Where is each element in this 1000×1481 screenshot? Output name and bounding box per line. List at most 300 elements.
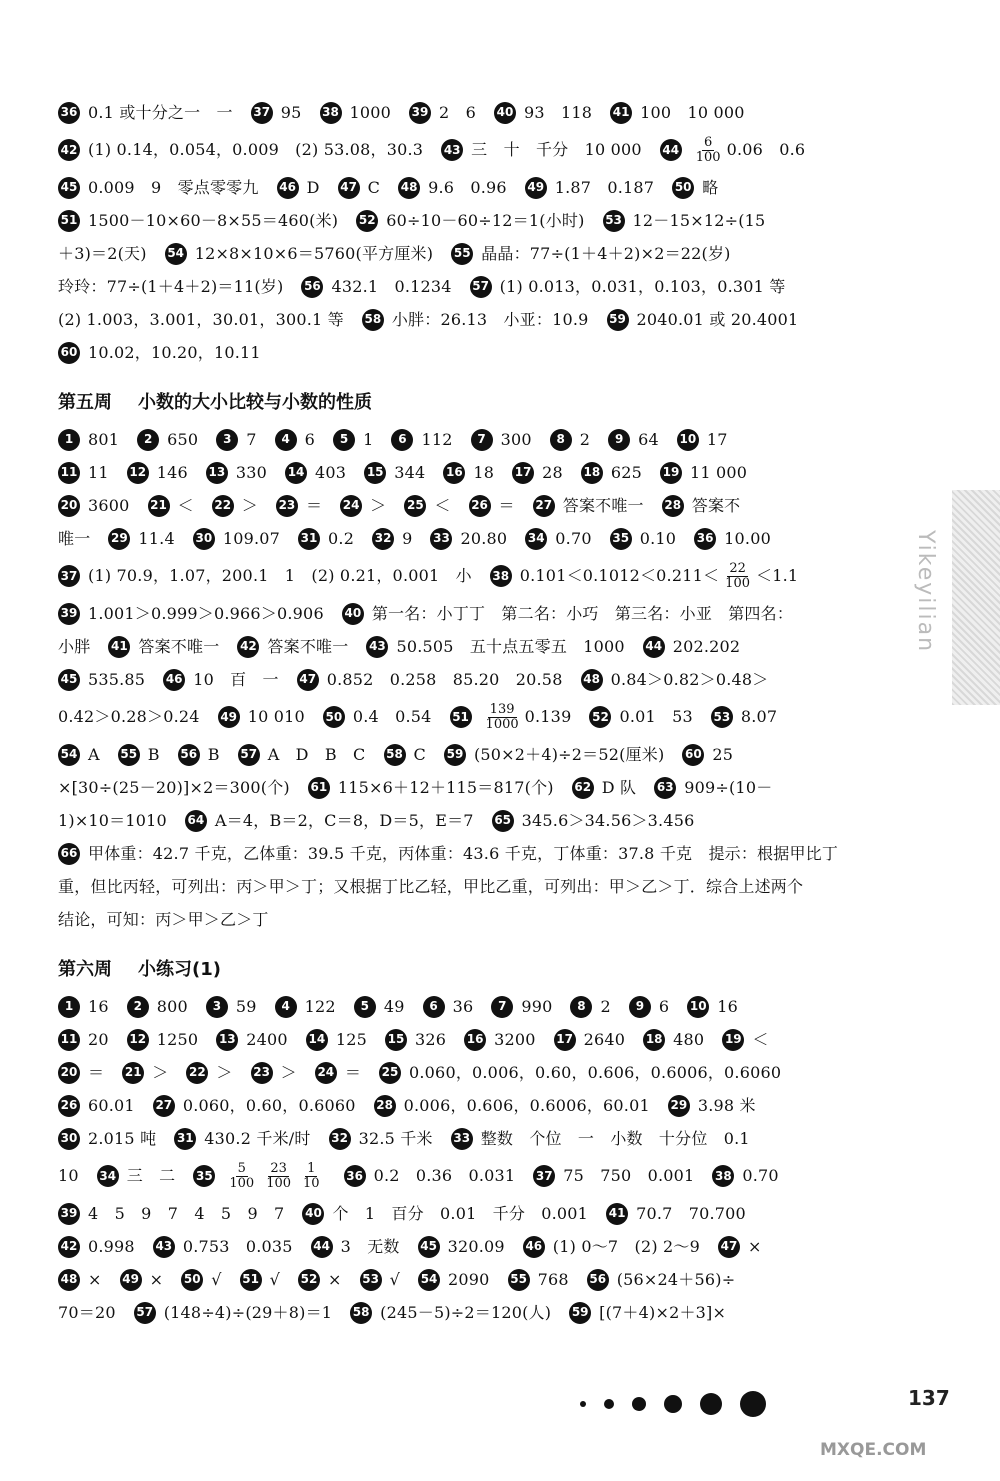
answer-item [297, 663, 563, 696]
question-number-badge: 4 [275, 996, 297, 1018]
answer-text: 0.1 或十分之一 一 [88, 103, 233, 122]
answer-item [660, 456, 747, 489]
question-number-badge: 36 [344, 1165, 366, 1187]
answer-item [58, 663, 145, 696]
question-number-badge: 11 [58, 1029, 80, 1051]
question-number-badge: 11 [58, 462, 80, 484]
question-number-badge: 8 [550, 429, 572, 451]
question-number-badge: 13 [206, 462, 228, 484]
question-number-badge: 6 [391, 429, 413, 451]
answer-item [608, 423, 659, 456]
answer-text: 小胖 [58, 637, 91, 656]
answer-item [276, 489, 322, 522]
question-number-badge: 1 [58, 429, 80, 451]
question-number-badge: 40 [302, 1203, 324, 1225]
answer-item [391, 423, 452, 456]
answer-text: 三 十 千分 10 000 [471, 140, 642, 159]
answer-text: 60.01 [88, 1096, 135, 1115]
question-number-badge: 18 [643, 1029, 665, 1051]
answer-item [240, 1263, 280, 1296]
question-number-badge: 28 [662, 495, 684, 517]
question-number-badge: 22 [186, 1062, 208, 1084]
question-number-badge: 54 [58, 744, 80, 766]
answer-text: ＜ [434, 496, 451, 515]
answer-item [606, 1197, 746, 1230]
answer-item [153, 1089, 356, 1122]
question-number-badge: 13 [216, 1029, 238, 1051]
answer-item [218, 696, 305, 738]
answer-item [643, 630, 741, 663]
answer-item [306, 1023, 367, 1056]
question-number-badge: 53 [711, 706, 733, 728]
answer-text: 18 [473, 463, 495, 482]
question-number-badge: 12 [127, 1029, 149, 1051]
answer-line [58, 129, 898, 171]
answer-item [610, 522, 676, 555]
question-number-badge: 18 [581, 462, 603, 484]
answer-text: 甲体重：42.7 千克，乙体重：39.5 千克，丙体重：43.6 千克，丁体重：37.8 千克 提示：根据甲比丁 [88, 844, 839, 863]
answer-item [237, 630, 348, 663]
answer-item [186, 1056, 232, 1089]
answer-text: 1000 [349, 103, 392, 122]
answer-text: 49 [383, 997, 405, 1016]
answer-item [494, 96, 592, 129]
question-number-badge: 41 [606, 1203, 628, 1225]
answer-text: 答案不唯一 [267, 637, 349, 656]
answer-text: (1) 0～7 (2) 2～9 [552, 1237, 701, 1256]
answer-text: 8.07 [740, 707, 778, 726]
question-number-badge: 60 [58, 342, 80, 364]
answer-line [58, 630, 898, 663]
answer-text: 20.80 [460, 529, 508, 548]
fraction-denominator: 100 [725, 575, 750, 591]
answer-item [711, 696, 777, 738]
answer-item [508, 1263, 569, 1296]
question-number-badge: 59 [569, 1302, 591, 1324]
question-number-badge: 9 [608, 429, 630, 451]
answer-item [364, 456, 425, 489]
answer-item [58, 990, 109, 1023]
answer-line [58, 597, 898, 630]
answer-text: D [306, 178, 320, 197]
answer-text: 344 [394, 463, 426, 482]
answer-text: 2040.01 或 20.4001 [636, 310, 799, 329]
answer-text: 59 [235, 997, 257, 1016]
answer-text: 70.7 70.700 [636, 1204, 746, 1223]
answer-text: 0.70 [742, 1166, 779, 1185]
answer-text: 0.4 0.54 [352, 707, 432, 726]
answer-item [58, 270, 283, 303]
answer-text: 唯一 [58, 529, 91, 548]
answer-item [58, 1056, 104, 1089]
answer-text: ＝ [88, 1063, 105, 1082]
answer-item [108, 630, 219, 663]
question-number-badge: 33 [451, 1128, 473, 1150]
answer-item [193, 522, 280, 555]
answer-text: 11 000 [690, 463, 748, 482]
answer-item [444, 738, 664, 771]
question-number-badge: 33 [430, 528, 452, 550]
answer-item [672, 171, 718, 204]
answer-text: 32.5 千米 [358, 1129, 433, 1148]
answer-text: 11 [88, 463, 109, 482]
answer-item [97, 1155, 176, 1197]
answer-item [58, 456, 109, 489]
answer-item [423, 990, 474, 1023]
answer-text: 0.2 0.36 0.031 [373, 1166, 516, 1185]
answer-text: 1 [363, 430, 374, 449]
question-number-badge: 3 [206, 996, 228, 1018]
answer-item [120, 1263, 164, 1296]
question-number-badge: 66 [58, 843, 80, 865]
fraction-denominator: 1000 [485, 716, 519, 732]
answer-item [441, 129, 642, 171]
answer-item [404, 489, 450, 522]
question-number-badge: 41 [108, 636, 130, 658]
question-number-badge: 54 [418, 1269, 440, 1291]
question-number-badge: 16 [464, 1029, 486, 1051]
answer-text: 202.202 [672, 637, 741, 656]
answer-item [660, 129, 806, 171]
answer-text: 0.06 0.6 [726, 140, 806, 159]
question-number-badge: 2 [127, 996, 149, 1018]
question-number-badge: 52 [298, 1269, 320, 1291]
answer-item [687, 990, 738, 1023]
answer-text: ＜ [177, 496, 194, 515]
answer-text: 玲玲：77÷(1＋4＋2)＝11(岁) [58, 277, 284, 296]
answer-text: A D B C [267, 745, 366, 764]
answer-text: 3200 [494, 1030, 536, 1049]
question-number-badge: 1 [58, 996, 80, 1018]
answer-item [298, 522, 354, 555]
side-label: Yikeyilian [913, 530, 938, 654]
question-number-badge: 44 [660, 139, 682, 161]
answer-line [58, 423, 898, 456]
answer-text: 1.001＞0.999＞0.966＞0.906 [88, 604, 324, 623]
answer-line [58, 990, 898, 1023]
answer-item [58, 630, 90, 663]
answer-item [344, 1155, 516, 1197]
answer-text: 801 [88, 430, 120, 449]
answer-item [677, 423, 728, 456]
answer-line [58, 738, 898, 771]
question-number-badge: 27 [153, 1095, 175, 1117]
answer-item [137, 423, 198, 456]
answer-text: ＝ [305, 496, 323, 515]
answer-item [340, 489, 386, 522]
question-number-badge: 38 [490, 565, 512, 587]
question-number-badge: 55 [118, 744, 140, 766]
question-number-badge: 32 [372, 528, 394, 550]
section-title-week6 [58, 950, 898, 990]
page-dots-decoration [580, 1384, 784, 1424]
answer-item [356, 204, 584, 237]
answer-text: (2) 1.003，3.001，30.01，300.1 等 [58, 310, 344, 329]
question-number-badge: 46 [523, 1236, 545, 1258]
answer-text: B [207, 745, 220, 764]
answer-item [58, 1155, 79, 1197]
question-number-badge: 56 [587, 1269, 609, 1291]
question-number-badge: 42 [237, 636, 259, 658]
page-number: 137 [908, 1386, 950, 1410]
answer-item [374, 1089, 650, 1122]
question-number-badge: 7 [491, 996, 513, 1018]
answer-item [533, 1155, 694, 1197]
question-number-badge: 49 [525, 177, 547, 199]
question-number-badge: 42 [58, 139, 80, 161]
question-number-badge: 3 [216, 429, 238, 451]
answer-item [127, 990, 188, 1023]
answer-item [122, 1056, 168, 1089]
answer-text: × [328, 1270, 342, 1289]
section-title-week5 [58, 383, 898, 423]
question-number-badge: 5 [354, 996, 376, 1018]
answer-text: ＞ [241, 496, 258, 515]
answer-item [384, 738, 426, 771]
answer-text: 345.6＞34.56＞3.456 [521, 811, 695, 830]
question-number-badge: 45 [418, 1236, 440, 1258]
answer-item [163, 663, 279, 696]
question-number-badge: 17 [512, 462, 534, 484]
answer-text: 略 [702, 178, 719, 197]
section-week4-answers [58, 96, 898, 369]
answer-item [58, 738, 100, 771]
question-number-badge: 29 [108, 528, 130, 550]
answer-text: 2090 [448, 1270, 490, 1289]
answer-text: C [413, 745, 426, 764]
answer-text: A＝4，B＝2，C＝8，D＝5，E＝7 [214, 811, 474, 830]
answer-text: 64 [638, 430, 659, 449]
question-number-badge: 21 [122, 1062, 144, 1084]
answer-item [148, 489, 194, 522]
answer-text: 403 [315, 463, 347, 482]
answer-text: (1) 70.9，1.07，200.1 1 (2) 0.21，0.001 小 [88, 566, 472, 585]
answer-item [285, 456, 346, 489]
answer-text: 0.01 53 [619, 707, 693, 726]
answer-item [712, 1155, 778, 1197]
answer-line [58, 837, 898, 870]
answer-item [443, 456, 494, 489]
answer-text: 0.2 [328, 529, 355, 548]
answer-line [58, 522, 898, 555]
question-number-badge: 27 [533, 495, 555, 517]
question-number-badge: 29 [668, 1095, 690, 1117]
question-number-badge: 57 [238, 744, 260, 766]
answer-text: A [88, 745, 100, 764]
question-number-badge: 59 [607, 309, 629, 331]
answer-item [58, 1089, 135, 1122]
question-number-badge: 26 [469, 495, 491, 517]
answer-item [301, 270, 451, 303]
answer-item [469, 489, 515, 522]
fraction-numerator: 5 [237, 1160, 246, 1176]
answer-item [320, 96, 392, 129]
question-number-badge: 55 [508, 1269, 530, 1291]
answer-item [338, 171, 380, 204]
fraction [264, 1162, 293, 1191]
answer-text: 0.10 [639, 529, 677, 548]
answer-item [127, 1023, 199, 1056]
question-number-badge: 48 [58, 1269, 80, 1291]
answer-text: ＞ [152, 1063, 169, 1082]
answer-text: 2 6 [439, 103, 476, 122]
answer-item [58, 804, 167, 837]
answer-text: 800 [156, 997, 188, 1016]
question-number-badge: 37 [251, 102, 273, 124]
question-number-badge: 14 [285, 462, 307, 484]
answer-text: 2 [600, 997, 611, 1016]
question-number-badge: 12 [127, 462, 149, 484]
answer-line [58, 336, 898, 369]
question-number-badge: 37 [58, 565, 80, 587]
answer-line [58, 237, 898, 270]
question-number-badge: 40 [342, 603, 364, 625]
answer-line [58, 663, 898, 696]
section-topic-label: 小练习(1) [138, 959, 221, 980]
question-number-badge: 44 [311, 1236, 333, 1258]
answer-text: 0.84＞0.82＞0.48＞ [610, 670, 769, 689]
answer-item [58, 1263, 102, 1296]
answer-line [58, 456, 898, 489]
answer-line [58, 870, 898, 903]
answer-item [298, 1263, 342, 1296]
side-stripe-decoration [952, 490, 1000, 705]
answer-text: 990 [521, 997, 553, 1016]
question-number-badge: 38 [712, 1165, 734, 1187]
answer-text: 100 10 000 [640, 103, 745, 122]
answer-item [58, 1296, 116, 1329]
answer-text: 10 [58, 1166, 79, 1185]
answer-text: 0.009 9 零点零零九 [88, 178, 259, 197]
question-number-badge: 57 [134, 1302, 156, 1324]
answer-item [354, 990, 405, 1023]
watermark: MXQE.COM [820, 1440, 927, 1460]
answer-item [379, 1056, 781, 1089]
question-number-badge: 60 [682, 744, 704, 766]
answer-text: 0.139 [524, 707, 572, 726]
question-number-badge: 6 [423, 996, 445, 1018]
answer-text: 6 [658, 997, 670, 1016]
answer-item [629, 990, 669, 1023]
answer-item [342, 597, 793, 630]
answer-text: (50×2＋4)÷2＝52(厘米) [473, 745, 665, 764]
answer-item [185, 804, 474, 837]
question-number-badge: 31 [174, 1128, 196, 1150]
answer-text: 330 [235, 463, 268, 482]
answer-line [58, 270, 898, 303]
answer-line [58, 96, 898, 129]
fraction [484, 703, 521, 732]
answer-item [178, 738, 220, 771]
question-number-badge: 35 [610, 528, 632, 550]
question-number-badge: 21 [148, 495, 170, 517]
fraction [301, 1162, 322, 1191]
answer-item [238, 738, 366, 771]
question-number-badge: 19 [660, 462, 682, 484]
answer-text: (245－5)÷2＝120(人) [380, 1303, 552, 1322]
decorative-dot [580, 1401, 586, 1407]
answer-item [523, 1230, 700, 1263]
question-number-badge: 17 [554, 1029, 576, 1051]
question-number-badge: 22 [212, 495, 234, 517]
answer-item [654, 771, 772, 804]
question-number-badge: 30 [58, 1128, 80, 1150]
answer-item [302, 1197, 588, 1230]
answer-line [58, 1197, 898, 1230]
answer-item [58, 837, 838, 870]
question-number-badge: 56 [301, 276, 323, 298]
answer-text: 625 [610, 463, 642, 482]
fraction-denominator: 10 [303, 1175, 320, 1191]
answer-item [58, 423, 119, 456]
question-number-badge: 5 [333, 429, 355, 451]
answer-item [134, 1296, 332, 1329]
answer-text: 晶晶：77÷(1＋4＋2)×2＝22(岁) [481, 244, 731, 263]
answer-line [58, 204, 898, 237]
answer-item [58, 1122, 156, 1155]
fraction-numerator: 1 [307, 1160, 316, 1176]
answer-line [58, 489, 898, 522]
answer-text: 个 1 百分 0.01 千分 0.001 [332, 1204, 589, 1223]
answer-text: 0.42＞0.28＞0.24 [58, 707, 200, 726]
answer-text: 4 5 9 7 4 5 9 7 [88, 1204, 285, 1223]
answer-item [193, 1162, 325, 1191]
answer-text: 768 [537, 1270, 569, 1289]
question-number-badge: 39 [58, 1203, 80, 1225]
answer-text: 122 [304, 997, 336, 1016]
answer-item [315, 1056, 361, 1089]
question-number-badge: 14 [306, 1029, 328, 1051]
question-number-badge: 53 [360, 1269, 382, 1291]
question-number-badge: 47 [718, 1236, 740, 1258]
question-number-badge: 50 [323, 706, 345, 728]
question-number-badge: 59 [444, 744, 466, 766]
answer-text: (1) 0.14，0.054，0.009 (2) 53.08，30.3 [88, 140, 424, 159]
answer-text: 第一名：小丁丁 第二名：小巧 第三名：小亚 第四名： [371, 604, 794, 623]
answer-text: 535.85 [88, 670, 146, 689]
answer-text: (1) 0.013，0.031，0.103，0.301 等 [499, 277, 786, 296]
answer-page [58, 96, 898, 1329]
answer-item [722, 1023, 768, 1056]
answer-text: 115×6＋12＋115＝817(个) [337, 778, 554, 797]
question-number-badge: 51 [58, 210, 80, 232]
question-number-badge: 38 [320, 102, 342, 124]
answer-line [58, 1230, 898, 1263]
answer-text: 50.505 五十点五零五 1000 [396, 637, 625, 656]
question-number-badge: 64 [185, 810, 207, 832]
answer-text: 12－15×12÷(15 [632, 211, 766, 230]
question-number-badge: 58 [362, 309, 384, 331]
question-number-badge: 25 [379, 1062, 401, 1084]
answer-text: 3600 [88, 496, 130, 515]
answer-item [58, 96, 233, 129]
answer-line [58, 171, 898, 204]
question-number-badge: 51 [240, 1269, 262, 1291]
question-number-badge: 10 [687, 996, 709, 1018]
answer-item [58, 870, 803, 903]
question-number-badge: 58 [350, 1302, 372, 1324]
answer-item [360, 1263, 400, 1296]
answer-text: 6 [304, 430, 316, 449]
answer-text: √ [211, 1270, 222, 1289]
answer-text: 146 [156, 463, 188, 482]
question-number-badge: 23 [276, 495, 298, 517]
answer-text: (56×24＋56)÷ [616, 1270, 736, 1289]
answer-text: 70＝20 [58, 1303, 116, 1322]
answer-item [451, 237, 730, 270]
question-number-badge: 34 [97, 1165, 119, 1187]
answer-text: 2.015 吨 [88, 1129, 157, 1148]
